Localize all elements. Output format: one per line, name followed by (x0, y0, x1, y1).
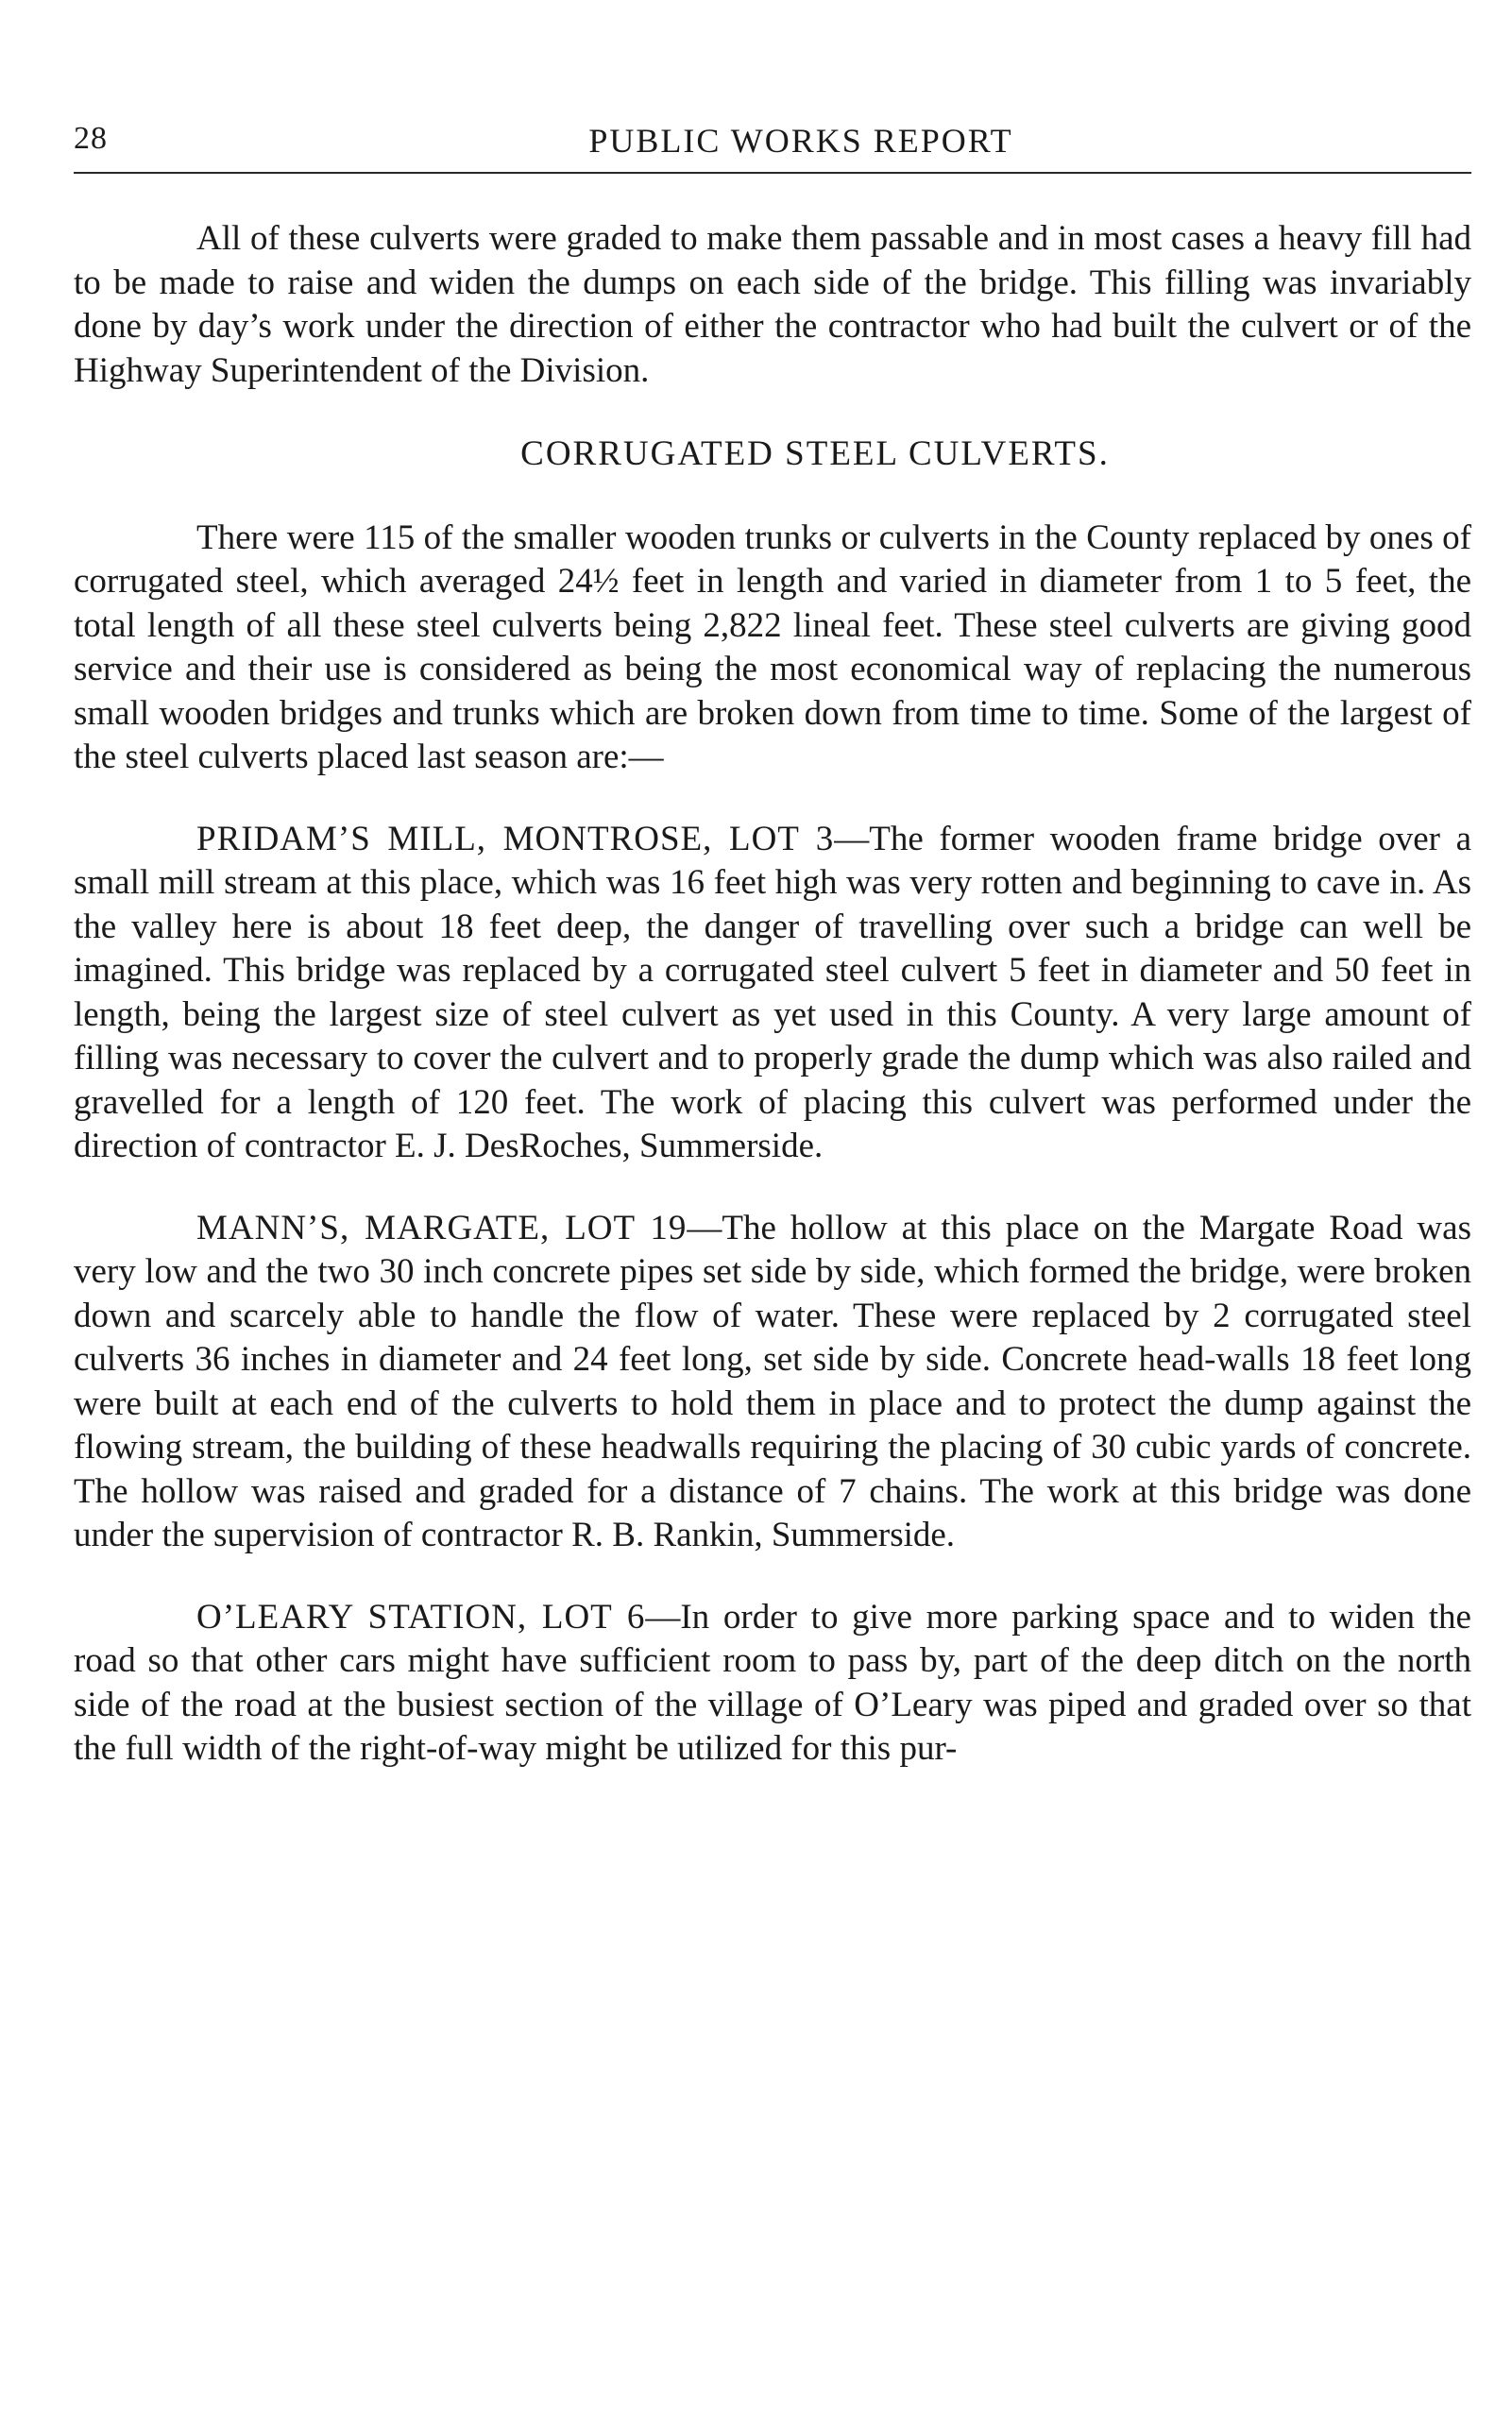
body-text (74, 217, 1471, 1772)
section-heading: CORRUGATED STEEL CULVERTS. (520, 434, 1110, 473)
mann-lead: MANN’S, MARGATE, LOT 19 (196, 1208, 688, 1247)
pridam-lead: PRIDAM’S MILL, MONTROSE, LOT 3 (196, 819, 835, 858)
mann-text: —The hollow at this place on the Margate Road was very low and the two 30 inch concrete pipes set side by side, which formed the bridge, were broken down and scarcely able to handle the flow of water. These were replaced by 2 corrugated steel culverts 36 inches in diameter and 24 feet long, set side by side. Concrete head-walls 18 feet long were built at each end of the culverts to hold them in place and to protect the dump against the flowing stream, the building of these headwalls requiring the placing of 30 cubic yards of concrete. The hollow was raised and graded for a distance of 7 chains. The work at this bridge was done under the supervision of contractor R. B. Rankin, Summerside. (74, 1208, 1471, 1554)
header-rule (74, 172, 1471, 174)
pridam-paragraph (74, 818, 1471, 1169)
oleary-lead: O’LEARY STATION, LOT 6 (196, 1597, 646, 1637)
page-header (74, 111, 1471, 168)
running-head: PUBLIC WORKS REPORT (588, 122, 1013, 160)
oleary-text: —In order to give more parking space and to widen the road so that other cars might have sufficient room to pass by, part of the deep ditch on the north side of the road at the busiest section of the village of O’Leary was piped and graded over so that the full width of the right-of-way might be utilized for this pur- (74, 1597, 1471, 1768)
mann-paragraph (74, 1207, 1471, 1558)
pridam-text: —The former wooden frame bridge over a small mill stream at this place, which was 16 feet high was very rotten and beginning to cave in. As the valley here is about 18 feet deep, the danger of travelling over such a bridge can well be imagined. This bridge was replaced by a corrugated steel culvert 5 feet in diameter and 50 feet in length, being the largest size of steel culvert as yet used in this County. A very large amount of filling was necessary to cover the culvert and to properly grade the dump which was also railed and gravelled for a length of 120 feet. The work of placing this culvert was performed under the direction of contractor E. J. DesRoches, Summerside. (74, 819, 1471, 1165)
intro-paragraph: All of these culverts were graded to make them passable and in most cases a heavy fill had to be made to raise and widen the dumps on each side of the bridge. This filling was invariably done by day’s work under the direction of either the contractor who had built the culvert or of the Highway Superintendent of the Division. (74, 219, 1471, 390)
corrugated-paragraph: There were 115 of the smaller wooden trunks or culverts in the County replaced by ones of corrugated steel, which averaged 24½ feet in length and varied in diameter from 1 to 5 feet, the total length of all these steel culverts being 2,822 lineal feet. These steel culverts are giving good service and their use is considered as being the most economical way of replacing the numerous small wooden bridges and trunks which are broken down from time to time. Some of the largest of the steel culverts placed last season are:— (74, 517, 1471, 776)
oleary-paragraph (74, 1596, 1471, 1772)
page-number: 28 (74, 121, 108, 156)
